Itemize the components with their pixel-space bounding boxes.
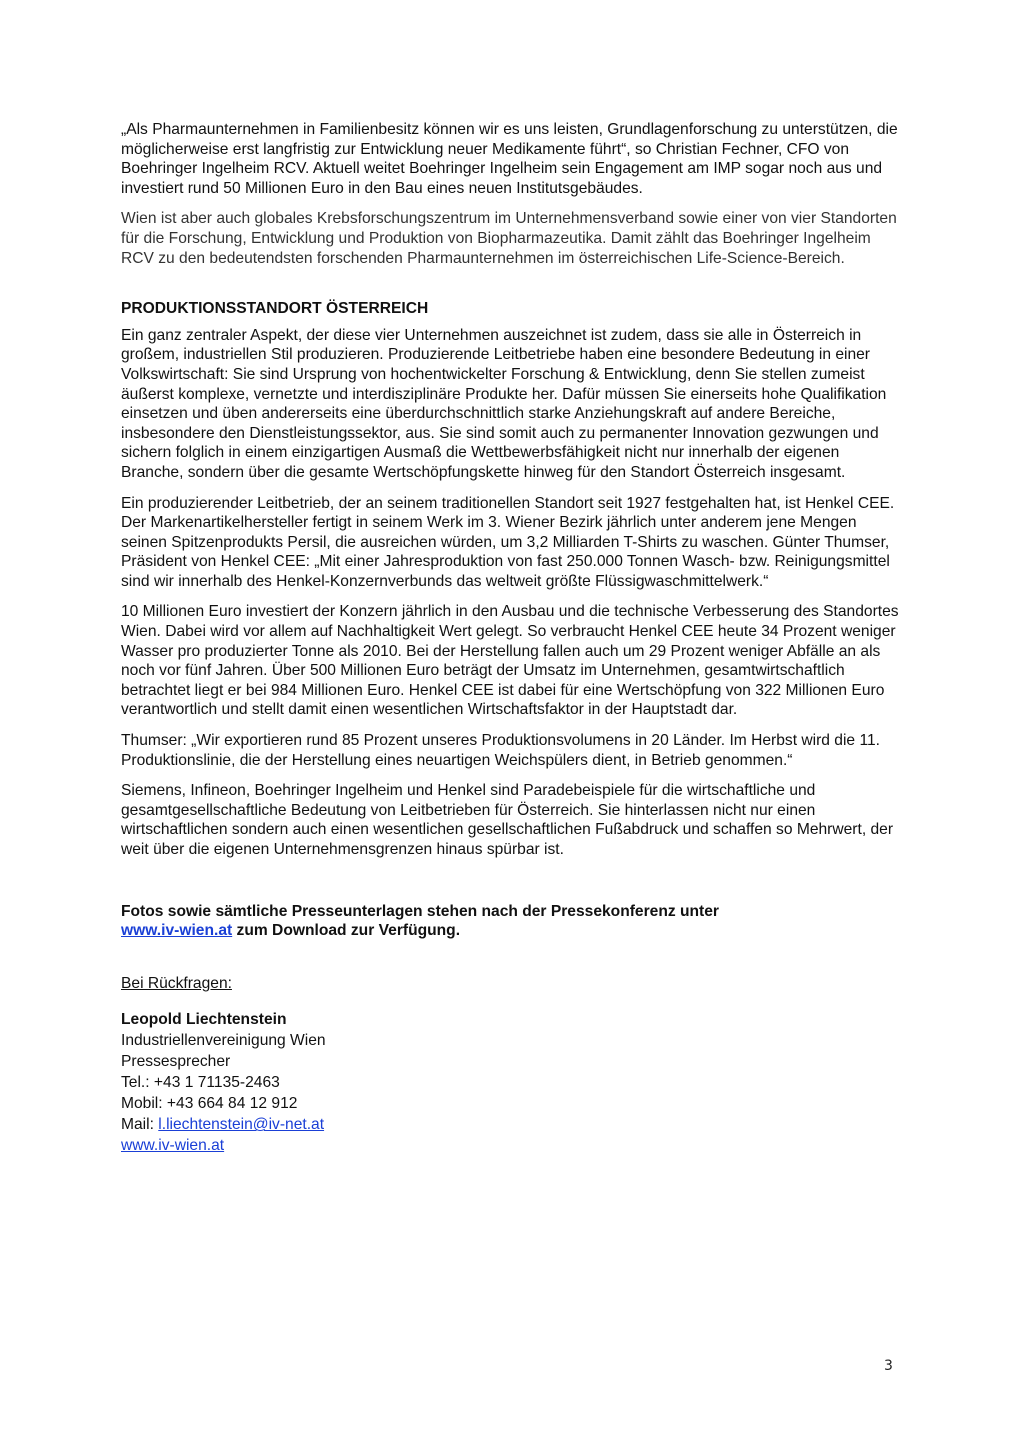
contact-organization: Industriellenvereinigung Wien: [121, 1032, 326, 1050]
paragraph-cancer-research: Wien ist aber auch globales Krebsforschungszentrum im Unternehmensverband sowie einer von vier Standorten für die Forschung, Entwicklung und Produktion von Biopharmazeutika. Damit zählt das Boehringer Ingelheim RCV zu den bedeutendsten forschenden Pharmaunternehmen im österreichischen Life-Science-Bereich.: [121, 210, 897, 267]
paragraph-quote-fechner: „Als Pharmaunternehmen in Familienbesitz können wir es uns leisten, Grundlagenforschung zu unterstützen, die möglicherweise erst langfristig zur Entwicklung neuer Medikamente führt“, so Christian Fechner, CFO von Boehringer Ingelheim RCV. Aktuell weitet Boehringer Ingelheim sein Engagement am IMP sogar noch aus und investiert rund 50 Millionen Euro in den Bau eines neuen Institutsgebäudes.: [121, 121, 898, 197]
notice-text-after: zum Download zur Verfügung.: [232, 922, 461, 940]
contact-intro: Bei Rückfragen:: [121, 974, 232, 992]
contact-mail-label: Mail:: [121, 1116, 159, 1134]
page-number: 3: [884, 1358, 893, 1374]
contact-mail-link[interactable]: l.liechtenstein@iv-net.at: [158, 1116, 325, 1134]
paragraph-henkel-investment: 10 Millionen Euro investiert der Konzern jährlich in den Ausbau und die technische Verbesserung des Standortes Wien. Dabei wird vor allem auf Nachhaltigkeit Wert gelegt. So verbraucht Henkel CEE heute 34 Prozent weniger Wasser pro produzierter Tonne als 2010. Bei der Herstellung fallen auch um 29 Prozent weniger Abfälle an als noch vor fünf Jahren. Über 500 Millionen Euro beträgt der Umsatz im Unternehmen, gesamtwirtschaftlich betrachtet liegt er bei 984 Millionen Euro. Henkel CEE ist dabei für eine Wertschöpfung von 322 Millionen Euro verantwortlich und stellt damit einen wesentlichen Wirtschaftsfaktor in der Hauptstadt dar.: [121, 603, 899, 719]
paragraph-thumser-quote: Thumser: „Wir exportieren rund 85 Prozent unseres Produktionsvolumens in 20 Länder. Im Herbst wird die 11. Produktionslinie, die der Herstellung eines neuartigen Weichspülers dient, in Betrieb genommen.“: [121, 732, 880, 769]
contact-block: [121, 1009, 901, 1156]
paragraph-production-aspect: Ein ganz zentraler Aspekt, der diese vier Unternehmen auszeichnet ist zudem, dass sie alle in Österreich in großem, industriellen Stil produzieren. Produzierende Leitbetriebe haben eine besondere Bedeutung in einer Volkswirtschaft: Sie sind Ursprung von hochentwickelter Forschung & Entwicklung, denn Sie stellen zumeist äußerst komplexe, vernetzte und interdisziplinäre Produkte her. Dafür müssen Sie einerseits hohe Qualifikation einsetzen und üben andererseits eine überdurchschnittlich starke Anziehungskraft auf andere Bereiche, insbesondere den Dienstleistungssektor, aus. Sie sind somit auch zu permanenter Innovation gezwungen und sichern folglich in einem einzigartigen Ausmaß die Wettbewerbsfähigkeit nicht nur innerhalb der eigenen Branche, sondern über die gesamte Wertschöpfungskette hinweg für den Standort Österreich insgesamt.: [121, 326, 887, 481]
download-notice: [121, 902, 901, 941]
contact-name: Leopold Liechtenstein: [121, 1011, 287, 1029]
notice-text: Fotos sowie sämtliche Presseunterlagen stehen nach der Pressekonferenz unter: [121, 902, 719, 920]
contact-tel: Tel.: +43 1 71135-2463: [121, 1074, 280, 1092]
contact-website-link[interactable]: www.iv-wien.at: [121, 1137, 225, 1155]
contact-role: Pressesprecher: [121, 1053, 231, 1071]
contact-mobile: Mobil: +43 664 84 12 912: [121, 1095, 298, 1113]
contact-mail-row: [121, 1114, 901, 1135]
contact-website-row: [121, 1135, 901, 1156]
notice-link[interactable]: www.iv-wien.at: [121, 922, 233, 940]
document-body: [121, 120, 901, 1156]
paragraph-summary: Siemens, Infineon, Boehringer Ingelheim und Henkel sind Paradebeispiele für die wirtschaftliche und gesamtgesellschaftliche Bedeutung von Leitbetrieben für Österreich. Sie hinterlassen nicht nur einen wirtschaftlichen sondern auch einen wesentlichen gesellschaftlichen Fußabdruck und schaffen so Mehrwert, der weit über die eigenen Unternehmensgrenzen hinaus spürbar ist.: [121, 782, 894, 858]
paragraph-henkel-intro: Ein produzierender Leitbetrieb, der an seinem traditionellen Standort seit 1927 festgehalten hat, ist Henkel CEE. Der Markenartikelhersteller fertigt in seinem Werk im 3. Wiener Bezirk jährlich unter anderem jene Mengen seinen Spitzenprodukts Persil, die ausreichen würden, um 3,2 Milliarden T-Shirts zu waschen. Günter Thumser, Präsident von Henkel CEE: „Mit einer Jahresproduktion von fast 250.000 Tonnen Wasch- bzw. Reinigungsmittel sind wir innerhalb des Henkel-Konzernverbunds das weltweit größte Flüssigwaschmittelwerk.“: [121, 494, 895, 590]
section-heading: PRODUKTIONSSTANDORT ÖSTERREICH: [121, 300, 429, 318]
